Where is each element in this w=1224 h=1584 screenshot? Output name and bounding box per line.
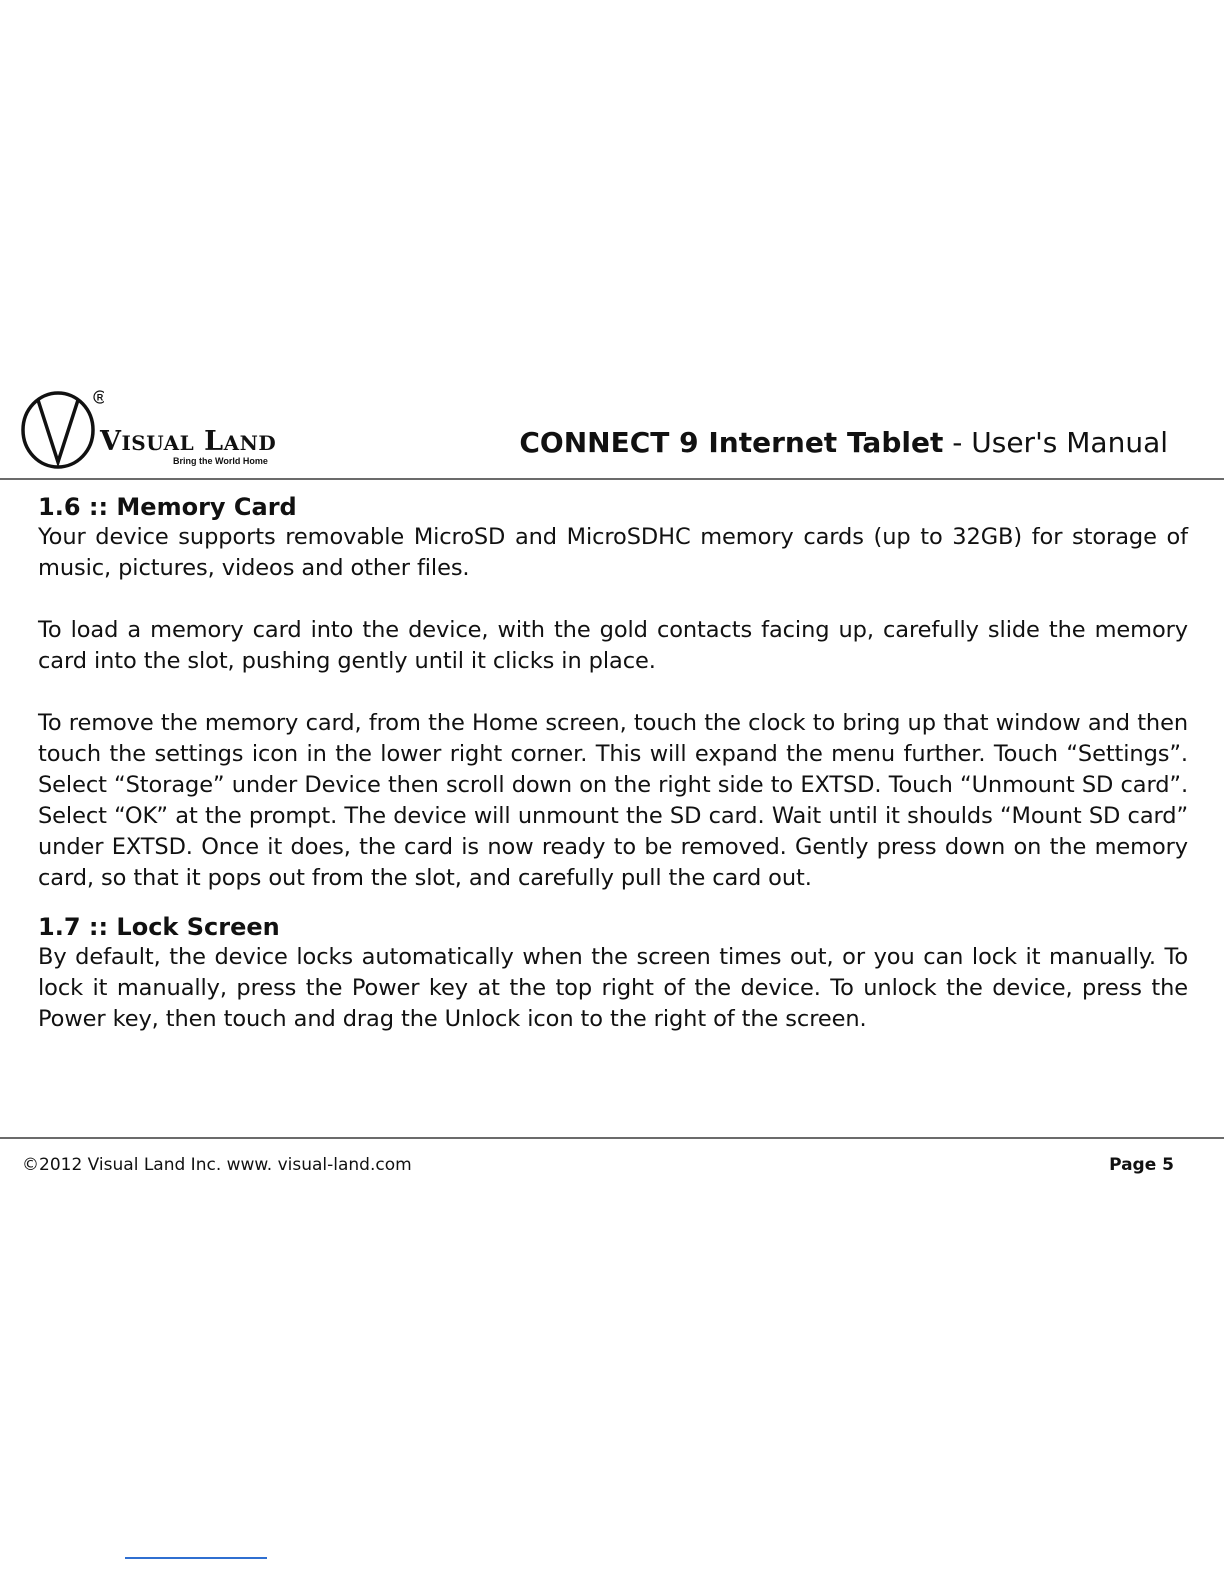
section-heading-lock-screen: 1.7 :: Lock Screen xyxy=(38,913,280,941)
page-header xyxy=(0,388,1224,480)
logo-wordmark xyxy=(100,426,276,457)
logo-cap-l: L xyxy=(204,426,224,457)
svg-text:R: R xyxy=(96,392,104,403)
paragraph-memory-card-remove: To remove the memory card, from the Home screen, touch the clock to bring up that window and then touch the settings icon in the lower right corner. This will expand the menu further. Touch “Settings”. Select “Storage” under Device then scroll down on the right side to EXTSD. Touch “Unmount SD card”. Select “OK” at the prompt. The device will unmount the SD card. Wait until it shoulds “Mount SD card” under EXTSD. Once it does, the card is now ready to be removed. Gently press down on the memory card, so that it pops out from the slot, and carefully pull the card out. xyxy=(38,710,1188,891)
footer-divider xyxy=(0,1137,1224,1139)
page-content xyxy=(38,492,1188,1035)
paragraph-memory-card-load: To load a memory card into the device, with the gold contacts facing up, carefully slide the memory card into the slot, pushing gently until it clicks in place. xyxy=(38,617,1188,674)
logo-small-1: ISUAL xyxy=(121,431,195,455)
document-title xyxy=(519,426,1168,459)
logo-small-2: AND xyxy=(223,431,277,455)
footer-copyright: ©2012 Visual Land Inc. www. visual-land.com xyxy=(22,1155,412,1175)
logo-cap-v: V xyxy=(100,426,122,457)
header-divider xyxy=(0,478,1224,480)
footer-page-number: Page 5 xyxy=(1109,1155,1174,1175)
section-heading-memory-card: 1.6 :: Memory Card xyxy=(38,493,297,521)
document-title-bold: CONNECT 9 Internet Tablet xyxy=(519,426,944,459)
v-circle-logo-icon xyxy=(20,388,104,474)
bottom-underline-mark xyxy=(125,1557,267,1559)
visual-land-logo xyxy=(20,388,320,474)
paragraph-memory-card-intro: Your device supports removable MicroSD and MicroSDHC memory cards (up to 32GB) for storage of music, pictures, videos and other files. xyxy=(38,524,1188,581)
paragraph-lock-screen: By default, the device locks automatically when the screen times out, or you can lock it manually. To lock it manually, press the Power key at the top right of the device. To unlock the device, press the Power key, then touch and drag the Unlock icon to the right of the screen. xyxy=(38,944,1188,1032)
logo-tagline: Bring the World Home xyxy=(173,456,268,466)
document-title-light: - User's Manual xyxy=(943,426,1168,459)
